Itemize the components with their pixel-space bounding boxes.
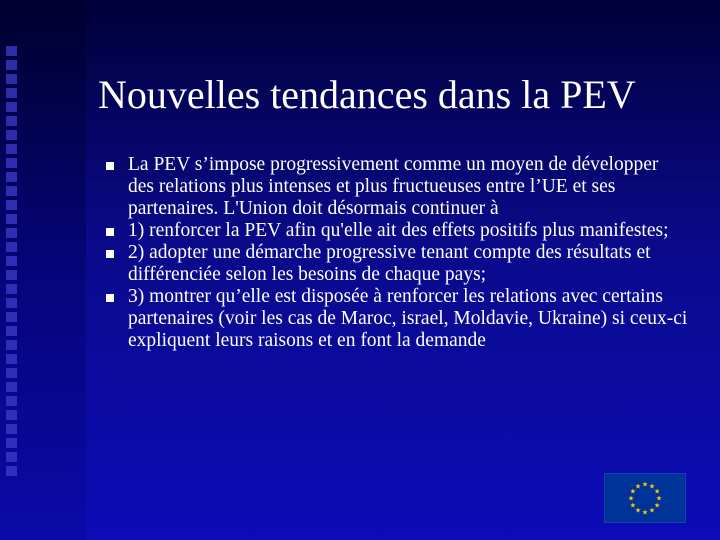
decorative-square: [6, 354, 17, 364]
decorative-square: [6, 424, 17, 434]
star-icon: ★: [634, 506, 642, 515]
decorative-square: [6, 46, 17, 56]
star-icon: ★: [653, 487, 661, 496]
star-icon: ★: [641, 480, 649, 489]
decorative-square: [6, 60, 17, 70]
bullet-item: [118, 220, 688, 242]
eu-flag-stars: [605, 474, 685, 522]
square-bullet-icon: [106, 250, 114, 258]
decorative-square: [6, 74, 17, 84]
square-bullet-icon: [106, 162, 114, 170]
star-icon: ★: [634, 482, 642, 491]
star-icon: ★: [655, 494, 663, 503]
star-icon: ★: [629, 501, 637, 510]
square-bullet-icon: [106, 294, 114, 302]
bullet-item: [118, 154, 688, 220]
decorative-square: [6, 200, 17, 210]
left-decorative-band: [0, 0, 86, 540]
decorative-square: [6, 172, 17, 182]
star-icon: ★: [648, 482, 656, 491]
decorative-square: [6, 382, 17, 392]
decorative-square: [6, 326, 17, 336]
decorative-square: [6, 158, 17, 168]
bullet-list: [118, 154, 688, 352]
bullet-text: 3) montrer qu’elle est disposée à renforcer les relations avec certains partenaires (voir les cas de Maroc, israel, Moldavie, Ukraine) si ceux-ci expliquent leurs raisons et en font la demande: [128, 286, 688, 351]
square-bullet-icon: [106, 228, 114, 236]
star-icon: ★: [629, 487, 637, 496]
decorative-square-column: [6, 46, 20, 486]
bullet-text: 1) renforcer la PEV afin qu'elle ait des effets positifs plus manifestes;: [128, 220, 669, 241]
decorative-square: [6, 410, 17, 420]
decorative-square: [6, 130, 17, 140]
decorative-square: [6, 116, 17, 126]
star-icon: ★: [627, 494, 635, 503]
decorative-square: [6, 298, 17, 308]
decorative-square: [6, 186, 17, 196]
decorative-square: [6, 144, 17, 154]
star-icon: ★: [653, 501, 661, 510]
eu-flag-icon: [604, 473, 686, 523]
decorative-square: [6, 368, 17, 378]
decorative-square: [6, 466, 17, 476]
decorative-square: [6, 312, 17, 322]
bullet-item: [118, 286, 688, 352]
decorative-square: [6, 340, 17, 350]
decorative-square: [6, 242, 17, 252]
decorative-square: [6, 102, 17, 112]
bullet-text: 2) adopter une démarche progressive tenant compte des résultats et différenciée selon les besoins de chaque pays;: [128, 242, 651, 285]
decorative-square: [6, 452, 17, 462]
decorative-square: [6, 396, 17, 406]
decorative-square: [6, 438, 17, 448]
slide-title: Nouvelles tendances dans la PEV: [98, 72, 636, 117]
star-icon: ★: [648, 506, 656, 515]
bullet-item: [118, 242, 688, 286]
decorative-square: [6, 270, 17, 280]
star-icon: ★: [641, 508, 649, 517]
decorative-square: [6, 88, 17, 98]
decorative-square: [6, 228, 17, 238]
bullet-text: La PEV s’impose progressivement comme un moyen de développer des relations plus intenses et plus fructueuses entre l’UE et ses partenaires. L'Union doit désormais continuer à: [128, 154, 659, 219]
decorative-square: [6, 284, 17, 294]
decorative-square: [6, 214, 17, 224]
decorative-square: [6, 256, 17, 266]
